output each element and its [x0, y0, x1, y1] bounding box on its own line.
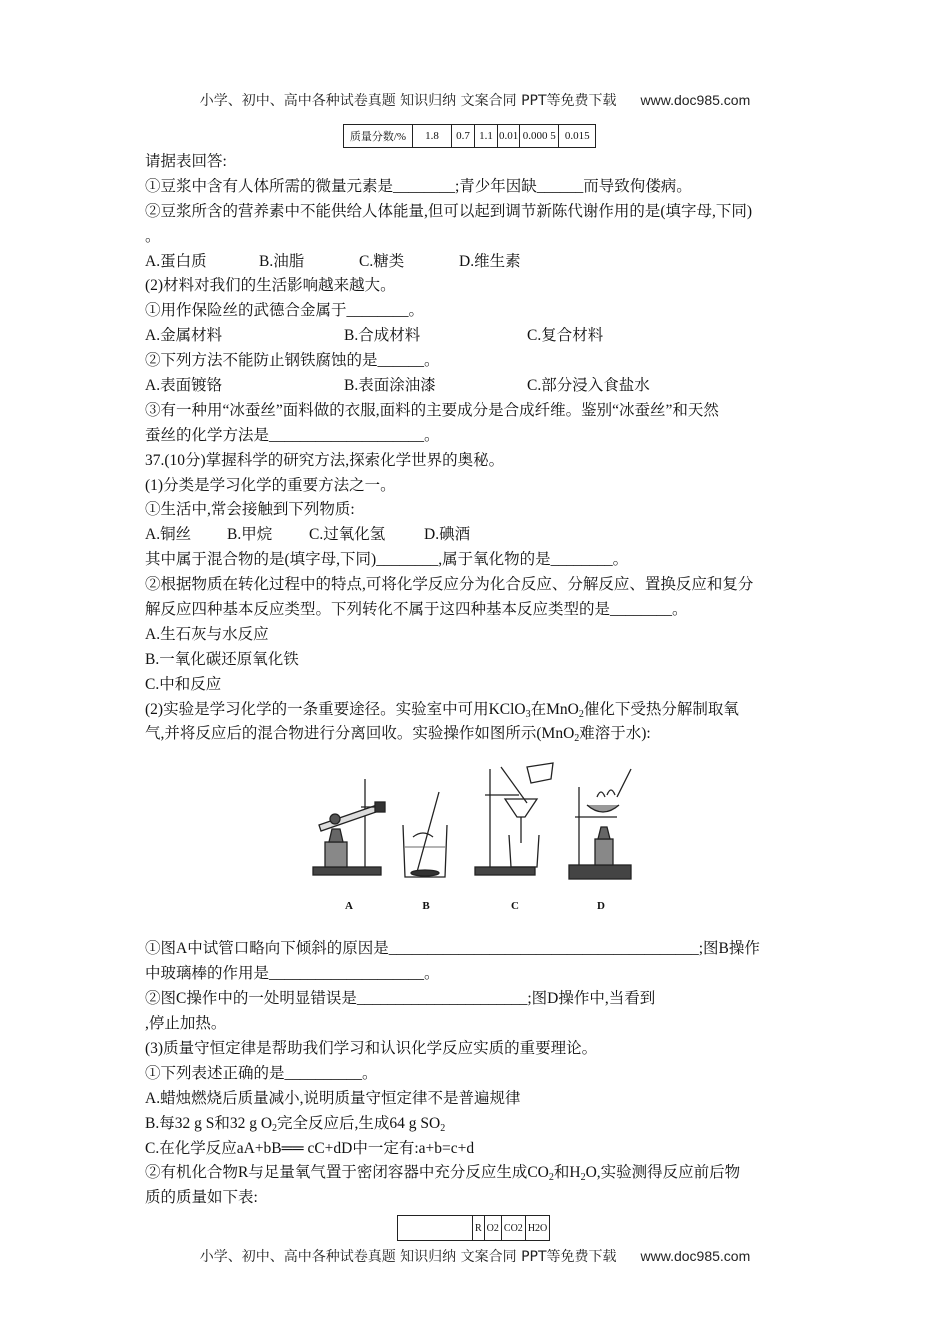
table2-cell [398, 1216, 473, 1241]
text-line: C.中和反应 [145, 675, 222, 693]
nutrient-table [343, 124, 596, 148]
text-line: ②有机化合物R与足量氧气置于密闭容器中充分反应生成$CO_2$和$H_2O$,实验测得反应前后物 [145, 1164, 741, 1184]
page-footer [0, 1246, 950, 1266]
text-line: ①下列表述正确的是__________。 [145, 1064, 378, 1082]
text-line: B.每32 g S和32 g $O_2$完全反应后,生成64 g $SO_2$ [145, 1114, 446, 1134]
header-text: 小学、初中、高中各种试卷真题 知识归纳 文案合同 PPT等免费下载 [199, 93, 617, 109]
table1-cell: 1.1 [475, 125, 498, 148]
text-line: 。 [145, 227, 161, 245]
table1-cell: 1.8 [413, 125, 452, 148]
text-line: 蚕丝的化学方法是____________________。 [145, 426, 440, 444]
option: A.金属材料 [145, 327, 223, 345]
option: B.甲烷 [227, 526, 273, 544]
option: C.糖类 [359, 252, 405, 270]
footer-site: www.doc985.com [640, 1248, 751, 1264]
option: A.表面镀铬 [145, 377, 223, 395]
experiment-figure [145, 747, 807, 937]
table2-cell: CO2 [501, 1216, 525, 1241]
question-title: 37.(10分)掌握科学的研究方法,探索化学世界的奥秘。 [145, 451, 505, 469]
text-line: 气,并将反应后的混合物进行分离回收。实验操作如图所示(MnO$_2$难溶于水): [145, 725, 651, 745]
text-line: 中玻璃棒的作用是____________________。 [145, 965, 440, 983]
option: B.表面涂油漆 [344, 377, 436, 395]
text-line: A.生石灰与水反应 [145, 625, 269, 643]
text-line: 其中属于混合物的是(填字母,下同)________,属于氧化物的是________。 [145, 551, 629, 569]
text-line: ①生活中,常会接触到下列物质: [145, 501, 355, 519]
table1-cell: 0.015 [559, 125, 596, 148]
option: D.碘酒 [424, 526, 471, 544]
text-line: ①图A中试管口略向下倾斜的原因是________________________________________;图B操作 [145, 940, 760, 958]
text-line: A.蜡烛燃烧后质量减小,说明质量守恒定律不是普遍规律 [145, 1089, 521, 1107]
text-line: ②图C操作中的一处明显错误是______________________;图D操作中,当看到 [145, 990, 656, 1008]
option: D.维生素 [459, 252, 521, 270]
text-line: ②下列方法不能防止钢铁腐蚀的是______。 [145, 352, 440, 370]
option: B.油脂 [259, 252, 305, 270]
option: B.合成材料 [344, 327, 421, 345]
option: C.过氧化氢 [309, 526, 386, 544]
options-row [145, 523, 807, 548]
text-line: (1)分类是学习化学的重要方法之一。 [145, 476, 396, 494]
question-body [145, 150, 807, 1241]
options-row [145, 324, 807, 349]
text-line: ,停止加热。 [145, 1015, 227, 1033]
apparatus-illustration [305, 747, 645, 927]
text-line: 解反应四种基本反应类型。下列转化不属于这四种基本反应类型的是________。 [145, 601, 688, 619]
text-line: ②豆浆所含的营养素中不能供给人体能量,但可以起到调节新陈代谢作用的是(填字母,下同) [145, 202, 753, 220]
header-site: www.doc985.com [640, 92, 751, 108]
option: C.部分浸入食盐水 [527, 377, 650, 395]
option: C.复合材料 [527, 327, 604, 345]
text-line: 质的质量如下表: [145, 1189, 258, 1207]
option: A.蛋白质 [145, 252, 207, 270]
figure-label: C [511, 900, 519, 913]
table2-cell: H2O [525, 1216, 549, 1241]
table1-cell: 0.01 [498, 125, 520, 148]
text-line: ③有一种用“冰蚕丝”面料做的衣服,面料的主要成分是合成纤维。鉴别“冰蚕丝”和天然 [145, 401, 719, 419]
text-line: ②根据物质在转化过程中的特点,可将化学反应分为化合反应、分解反应、置换反应和复分 [145, 576, 754, 594]
text-line: ①豆浆中含有人体所需的微量元素是________;青少年因缺______而导致佝偻病。 [145, 177, 692, 195]
text-line: (2)实验是学习化学的一条重要途径。实验室中可用KClO$_3$在MnO$_2$催化下受热分解制取氧 [145, 700, 739, 720]
table1-cell: 质量分数/% [344, 125, 413, 148]
figure-label: D [597, 900, 605, 913]
table2-cell: R [473, 1216, 485, 1241]
options-row [145, 250, 807, 275]
footer-text: 小学、初中、高中各种试卷真题 知识归纳 文案合同 PPT等免费下载 [199, 1249, 617, 1265]
text-line: ①用作保险丝的武德合金属于________。 [145, 302, 425, 320]
text-line: (2)材料对我们的生活影响越来越大。 [145, 277, 396, 295]
table2-cell: O2 [484, 1216, 501, 1241]
page-header [0, 90, 950, 110]
text-line: B.一氧化碳还原氧化铁 [145, 650, 299, 668]
figure-label: B [422, 900, 430, 913]
text-line: C.在化学反应aA+bB══ cC+dD中一定有:a+b=c+d [145, 1139, 475, 1157]
figure-label: A [345, 900, 353, 913]
options-row [145, 374, 807, 399]
text-line: (3)质量守恒定律是帮助我们学习和认识化学反应实质的重要理论。 [145, 1039, 598, 1057]
table1-cell: 0.000 5 [520, 125, 559, 148]
table1-cell: 0.7 [452, 125, 475, 148]
text-line: 请据表回答: [145, 153, 227, 170]
mass-table [397, 1215, 550, 1241]
option: A.铜丝 [145, 526, 192, 544]
